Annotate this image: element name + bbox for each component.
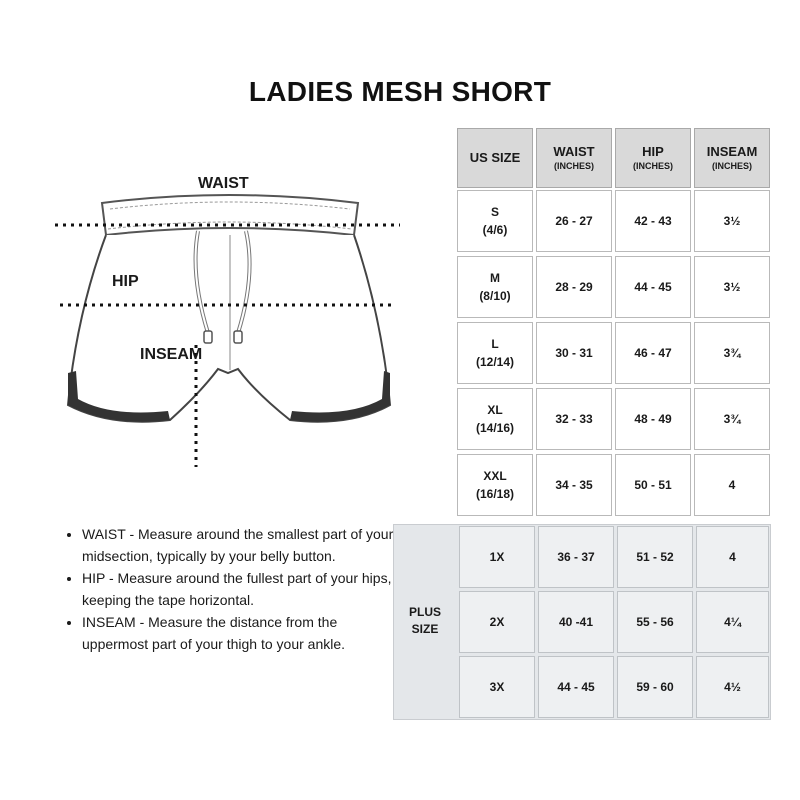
size-letter: M xyxy=(490,271,500,285)
header-label: INSEAM xyxy=(706,143,758,159)
size-us: (14/16) xyxy=(475,421,515,435)
size-us: (16/18) xyxy=(475,487,515,501)
plus-cell-waist: 40 -41 xyxy=(538,591,614,653)
table-cell-inseam: 4 xyxy=(694,454,770,516)
table-row-size xyxy=(457,388,533,450)
note-text: - Measure around the fullest part of your hips, keeping the tape horizontal. xyxy=(82,570,392,608)
plus-cell-hip: 59 - 60 xyxy=(617,656,693,718)
table-cell-waist: 26 - 27 xyxy=(536,190,612,252)
table-cell-waist: 34 - 35 xyxy=(536,454,612,516)
note-text: - Measure around the smallest part of your midsection, typically by your belly button. xyxy=(82,526,394,564)
plus-cell-size: 3X xyxy=(459,656,535,718)
header-hip xyxy=(615,128,691,188)
header-waist xyxy=(536,128,612,188)
table-cell-inseam: 3¾ xyxy=(694,322,770,384)
header-sublabel: (INCHES) xyxy=(712,160,752,171)
table-cell-inseam: 3¾ xyxy=(694,388,770,450)
header-inseam xyxy=(694,128,770,188)
note-inseam xyxy=(82,612,402,655)
size-letter: L xyxy=(491,337,499,351)
table-cell-waist: 30 - 31 xyxy=(536,322,612,384)
header-label: US SIZE xyxy=(469,150,521,166)
header-label: HIP xyxy=(642,143,664,159)
plus-size-label xyxy=(393,604,457,639)
header-us-size xyxy=(457,128,533,188)
header-sublabel: (INCHES) xyxy=(554,160,594,171)
shorts-diagram xyxy=(50,165,410,475)
table-cell-hip: 44 - 45 xyxy=(615,256,691,318)
table-cell-hip: 48 - 49 xyxy=(615,388,691,450)
size-us: (4/6) xyxy=(482,223,508,237)
plus-cell-hip: 51 - 52 xyxy=(617,526,693,588)
note-waist xyxy=(82,524,402,567)
header-label: WAIST xyxy=(553,143,595,159)
waist-label: WAIST xyxy=(198,175,249,192)
inseam-label: INSEAM xyxy=(140,346,203,363)
table-row-size xyxy=(457,454,533,516)
size-letter: S xyxy=(490,205,499,219)
size-us: (12/14) xyxy=(475,355,515,369)
table-cell-hip: 42 - 43 xyxy=(615,190,691,252)
table-cell-waist: 32 - 33 xyxy=(536,388,612,450)
plus-cell-size: 1X xyxy=(459,526,535,588)
plus-cell-waist: 36 - 37 xyxy=(538,526,614,588)
note-hip xyxy=(82,568,402,611)
table-cell-inseam: 3½ xyxy=(694,256,770,318)
table-row-size xyxy=(457,256,533,318)
table-cell-hip: 46 - 47 xyxy=(615,322,691,384)
plus-cell-size: 2X xyxy=(459,591,535,653)
note-term: HIP xyxy=(82,570,106,586)
shorts-illustration xyxy=(50,165,410,475)
plus-cell-inseam: 4½ xyxy=(696,656,769,718)
plus-label-line: SIZE xyxy=(411,622,439,637)
note-text: - Measure the distance from the uppermost part of your thigh to your ankle. xyxy=(82,614,346,652)
table-row-size xyxy=(457,190,533,252)
plus-cell-hip: 55 - 56 xyxy=(617,591,693,653)
note-term: WAIST xyxy=(82,526,126,542)
plus-label-line: PLUS xyxy=(408,605,441,619)
page-title: LADIES MESH SHORT xyxy=(248,76,552,107)
size-letter: XL xyxy=(487,403,503,417)
table-row-size xyxy=(457,322,533,384)
plus-cell-waist: 44 - 45 xyxy=(538,656,614,718)
hip-label: HIP xyxy=(112,273,139,290)
measurement-notes xyxy=(64,524,402,656)
size-us: (8/10) xyxy=(479,289,511,303)
plus-cell-inseam: 4 xyxy=(696,526,769,588)
note-term: INSEAM xyxy=(82,614,136,630)
table-cell-waist: 28 - 29 xyxy=(536,256,612,318)
size-letter: XXL xyxy=(483,469,507,483)
table-cell-hip: 50 - 51 xyxy=(615,454,691,516)
plus-cell-inseam: 4¼ xyxy=(696,591,769,653)
header-sublabel: (INCHES) xyxy=(633,160,673,171)
table-cell-inseam: 3½ xyxy=(694,190,770,252)
